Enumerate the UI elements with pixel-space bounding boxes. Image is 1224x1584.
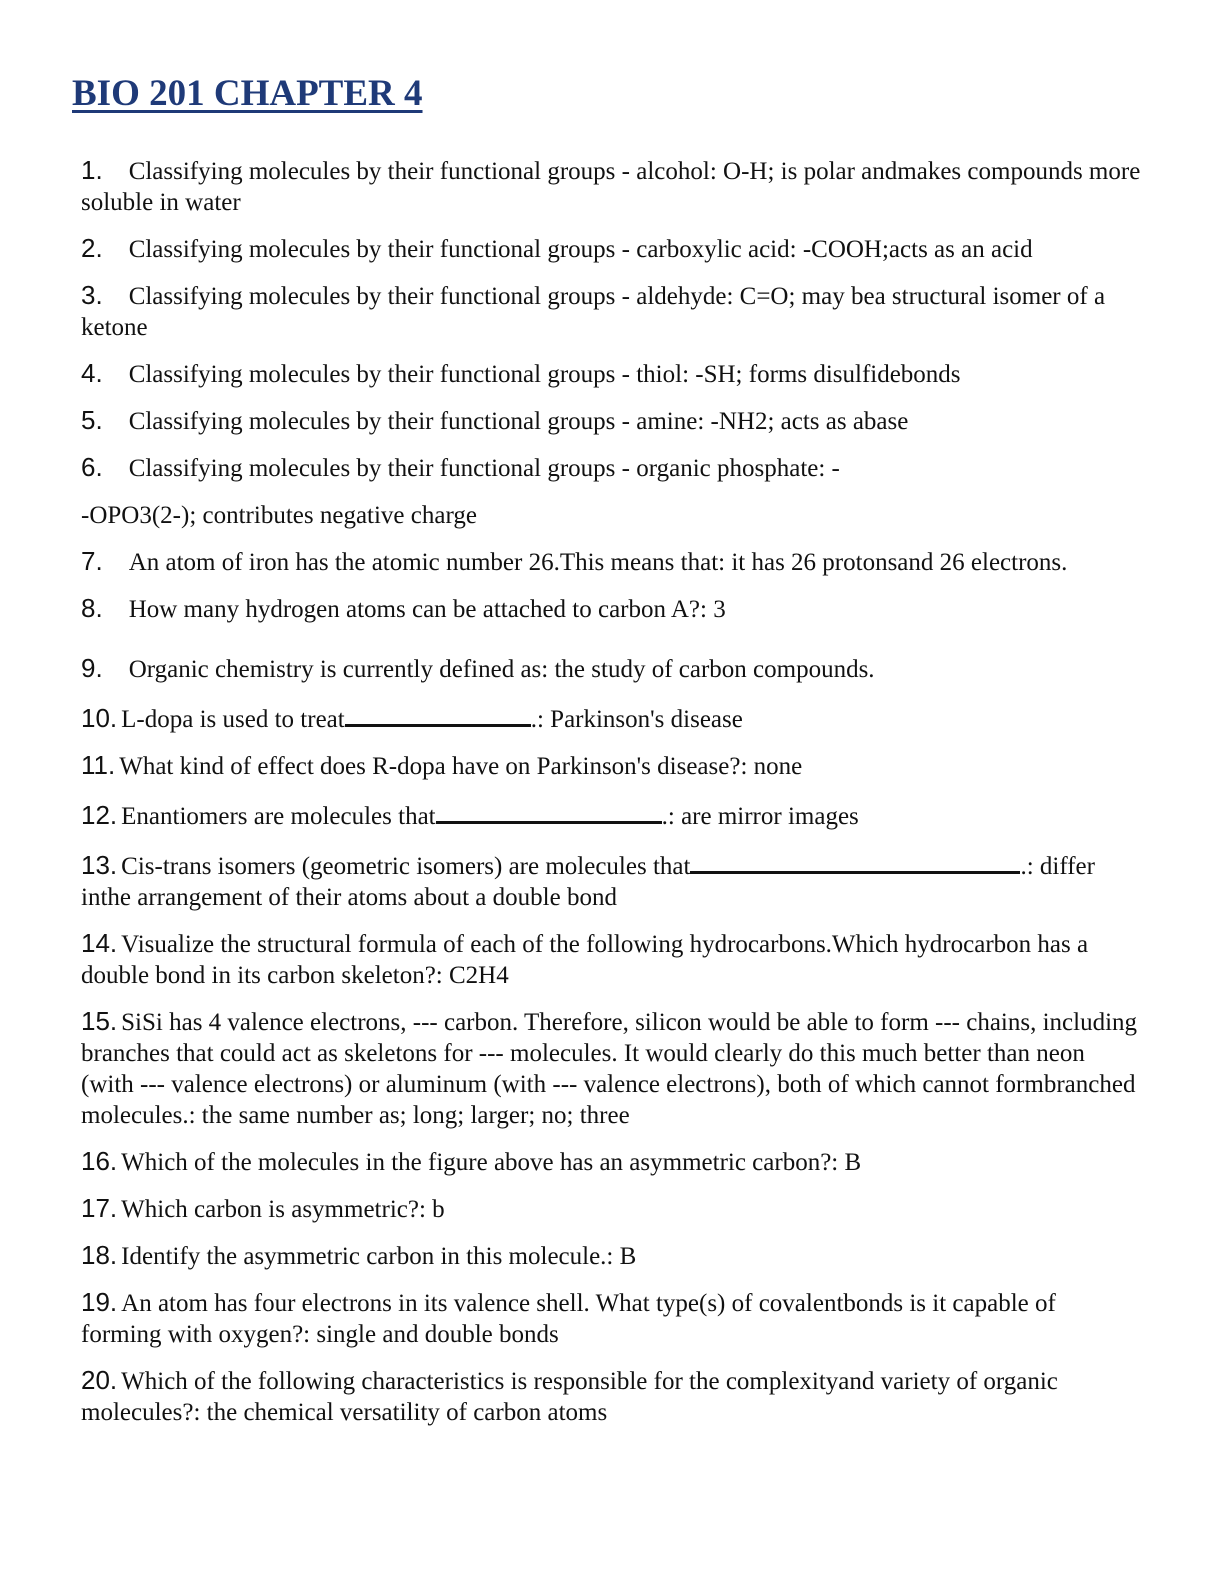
question-number: 1. xyxy=(81,155,103,185)
question-text: An atom of iron has the atomic number 26.This means that: it has 26 protonsand 26 electrons. xyxy=(128,549,1068,576)
question-number: 3. xyxy=(81,280,103,310)
question-number: 18. xyxy=(81,1240,118,1270)
question-number: 4. xyxy=(81,358,103,388)
question-text: Classifying molecules by their functional groups - alcohol: O-H; is polar andmakes compounds more soluble in water xyxy=(81,158,1141,216)
question-item-6 xyxy=(81,452,1141,531)
question-number: 20. xyxy=(81,1365,118,1395)
question-number: 2. xyxy=(81,233,103,263)
question-item-10 xyxy=(81,700,1141,735)
question-number: 10. xyxy=(81,703,118,733)
question-number: 7. xyxy=(81,546,103,576)
question-number: 13. xyxy=(81,850,118,880)
question-number: 6. xyxy=(81,452,103,482)
question-text: Organic chemistry is currently defined as: the study of carbon compounds. xyxy=(128,656,875,683)
question-item-12 xyxy=(81,797,1141,832)
question-text: What kind of effect does R-dopa have on Parkinson's disease?: none xyxy=(119,753,803,780)
question-number: 12. xyxy=(81,800,118,830)
question-item-11 xyxy=(81,750,1141,782)
question-text: SiSi has 4 valence electrons, --- carbon. Therefore, silicon would be able to form --- chains, including branches that could act as skeletons for --- molecules. It would clearly do this much better than neon (with --- valence electrons) or aluminum (with --- valence electrons), both of which cannot formbranched molecules.: the same number as; long; larger; no; three xyxy=(81,1009,1138,1129)
question-text: Which of the molecules in the figure above has an asymmetric carbon?: B xyxy=(121,1149,862,1176)
question-text: Identify the asymmetric carbon in this molecule.: B xyxy=(121,1243,637,1270)
question-text: Enantiomers are molecules that xyxy=(121,803,436,830)
question-text: Visualize the structural formula of each of the following hydrocarbons.Which hydrocarbon has a double bond in its carbon skeleton?: C2H4 xyxy=(81,931,1089,989)
question-text: Which carbon is asymmetric?: b xyxy=(121,1196,445,1223)
question-number: 16. xyxy=(81,1146,118,1176)
answer-blank xyxy=(345,700,531,727)
answer-blank xyxy=(436,797,662,824)
question-number: 19. xyxy=(81,1287,118,1317)
question-text: Classifying molecules by their functional groups - carboxylic acid: -COOH;acts as an acid xyxy=(128,236,1033,263)
question-item-8 xyxy=(81,593,1141,625)
question-number: 17. xyxy=(81,1193,118,1223)
question-number: 14. xyxy=(81,928,118,958)
question-text-continuation: -OPO3(2-); contributes negative charge xyxy=(81,502,477,529)
question-number: 8. xyxy=(81,593,103,623)
question-text: Cis-trans isomers (geometric isomers) are molecules that xyxy=(121,853,691,880)
question-item-3 xyxy=(81,280,1141,343)
answer-blank xyxy=(690,847,1020,874)
question-text: Classifying molecules by their functional groups - thiol: -SH; forms disulfidebonds xyxy=(128,361,961,388)
question-number: 9. xyxy=(81,653,103,683)
answer-text: .: are mirror images xyxy=(661,803,859,830)
question-text: Classifying molecules by their functional groups - amine: -NH2; acts as abase xyxy=(128,408,909,435)
question-text: An atom has four electrons in its valence shell. What type(s) of covalentbonds is it capable of forming with oxygen?: single and double bonds xyxy=(81,1290,1056,1348)
question-text: Classifying molecules by their functional groups - aldehyde: C=O; may bea structural isomer of a ketone xyxy=(81,283,1106,341)
question-item-20 xyxy=(81,1365,1141,1428)
question-item-17 xyxy=(81,1193,1141,1225)
question-number: 15. xyxy=(81,1006,118,1036)
question-text: Classifying molecules by their functional groups - organic phosphate: - xyxy=(128,455,840,482)
question-item-9 xyxy=(81,653,1141,685)
question-text: L-dopa is used to treat xyxy=(121,706,345,733)
question-item-14 xyxy=(81,928,1141,991)
question-item-15 xyxy=(81,1006,1141,1131)
question-item-19 xyxy=(81,1287,1141,1350)
answer-text: .: differ inthe arrangement of their atoms about a double bond xyxy=(81,853,1095,911)
question-item-5 xyxy=(81,405,1141,437)
question-item-2 xyxy=(81,233,1141,265)
question-item-13 xyxy=(81,847,1141,913)
question-list xyxy=(81,155,1141,1443)
page-title: BIO 201 CHAPTER 4 xyxy=(72,73,423,114)
question-text: How many hydrogen atoms can be attached to carbon A?: 3 xyxy=(128,596,726,623)
question-text: Which of the following characteristics is responsible for the complexityand variety of organic molecules?: the chemical versatility of carbon atoms xyxy=(81,1368,1058,1426)
question-item-16 xyxy=(81,1146,1141,1178)
answer-text: .: Parkinson's disease xyxy=(530,706,743,733)
question-item-18 xyxy=(81,1240,1141,1272)
question-number: 11. xyxy=(81,750,116,780)
question-item-7 xyxy=(81,546,1141,578)
question-item-4 xyxy=(81,358,1141,390)
question-number: 5. xyxy=(81,405,103,435)
question-item-1 xyxy=(81,155,1141,218)
